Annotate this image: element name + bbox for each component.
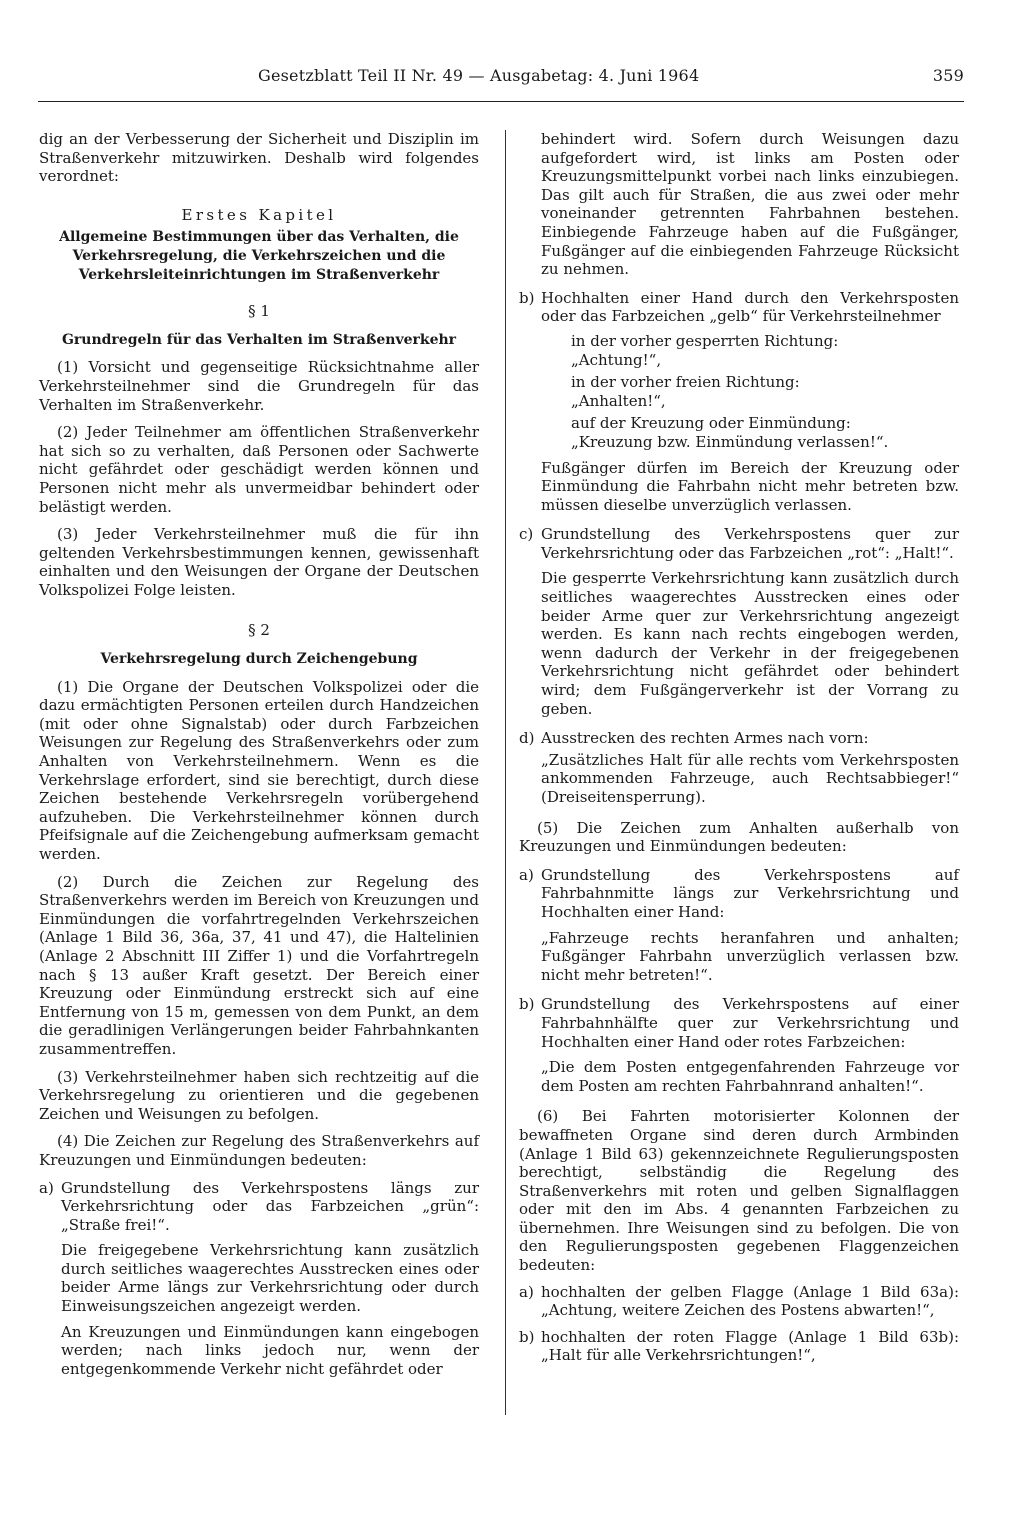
- page-header: [38, 66, 964, 92]
- list-item-text: Grundstellung des Verkehrspostens auf Fahrbahnmitte längs zur Verkehrsrichtung und Hochhalten einer Hand:: [541, 865, 959, 921]
- list-item-d-detail: „Zusätzliches Halt für alle rechts vom Verkehrsposten ankommenden Fahrzeuge, auch Rechtsabbieger!“ (Dreiseitensperrung).: [541, 750, 959, 806]
- continued-paragraph: behindert wird. Sofern durch Weisungen dazu aufgefordert wird, ist links am Posten oder Kreuzungsmittelpunkt vorbei nach links einzubiegen. Das gilt auch für Straßen, die aus zwei oder mehr voneinander getrennten Fahrbahnen bestehen. Einbiegende Fahrzeuge haben auf die Fußgänger, Fußgänger auf die einbiegenden Fahrzeuge Rücksicht zu nehmen.: [541, 130, 959, 279]
- intro-paragraph: dig an der Verbesserung der Sicherheit und Disziplin im Straßenverkehr mitzuwirken. Deshalb wird folgendes verordnet:: [39, 130, 479, 186]
- paragraph-5: (5) Die Zeichen zum Anhalten außerhalb von Kreuzungen und Einmündungen bedeuten:: [519, 818, 959, 856]
- list-item-text: Ausstrecken des rechten Armes nach vorn:: [541, 729, 869, 748]
- column-divider: [505, 130, 506, 1415]
- list-item-text: hochhalten der gelben Flagge (Anlage 1 Bild 63a): „Achtung, weitere Zeichen des Postens abwarten!“,: [541, 1282, 959, 1320]
- section-1-heading: Grundregeln für das Verhalten im Straßenverkehr: [61, 331, 457, 348]
- list-item-label: a): [39, 1178, 54, 1197]
- p5-list-item-b: [519, 995, 959, 1051]
- section-2-paragraph-3: (3) Verkehrsteilnehmer haben sich rechtzeitig auf die Verkehrsregelung zu orientieren und die gegebenen Zeichen und Weisungen zu befolgen.: [39, 1067, 479, 1123]
- list-item-label: b): [519, 288, 535, 307]
- list-item-label: a): [519, 1282, 534, 1301]
- p5-list-item-a: [519, 866, 959, 922]
- header-rule: [38, 101, 964, 102]
- p5-list-item-b-detail: „Die dem Posten entgegenfahrenden Fahrzeuge vor dem Posten am rechten Fahrbahnrand anhalten!“.: [541, 1058, 959, 1095]
- section-1-paragraph-1: (1) Vorsicht und gegenseitige Rücksichtnahme aller Verkehrsteilnehmer sind die Grundregeln für das Verhalten im Straßenverkehr.: [39, 358, 479, 414]
- section-2-paragraph-4: (4) Die Zeichen zur Regelung des Straßenverkehrs auf Kreuzungen und Einmündungen bedeuten:: [39, 1132, 479, 1169]
- list-item-c: [519, 525, 959, 562]
- list-item-label: d): [519, 729, 535, 748]
- section-2-sign: § 2: [248, 621, 270, 640]
- right-column: [519, 130, 959, 1365]
- list-item-b-detail: Fußgänger dürfen im Bereich der Kreuzung oder Einmündung die Fahrbahn nicht mehr betreten bzw. müssen dieselbe unverzüglich verlassen.: [541, 458, 959, 514]
- list-item-text: Grundstellung des Verkehrspostens längs zur Verkehrsrichtung oder das Farbzeichen „grün“: „Straße frei!“.: [61, 1178, 479, 1234]
- signal-meaning-line: in der vorher freien Richtung:: [571, 373, 800, 392]
- section-1-paragraph-3: (3) Jeder Verkehrsteilnehmer muß die für ihn geltenden Verkehrsbestimmungen kennen, gewissenhaft einhalten und den Weisungen der Organe der Deutschen Volkspolizei Folge leisten.: [39, 525, 479, 599]
- signal-meaning-line: in der vorher gesperrten Richtung:: [571, 331, 839, 350]
- p6-list-item-a: [519, 1283, 959, 1320]
- list-item-text: Hochhalten einer Hand durch den Verkehrsposten oder das Farbzeichen „gelb“ für Verkehrsteilnehmer: [541, 288, 959, 326]
- list-item-label: b): [519, 1327, 535, 1346]
- list-item-text: Grundstellung des Verkehrspostens quer zur Verkehrsrichtung oder das Farbzeichen „rot“: „Halt!“.: [541, 525, 959, 562]
- list-item-d: [519, 729, 959, 748]
- list-item-text: hochhalten der roten Flagge (Anlage 1 Bild 63b): „Halt für alle Verkehrsrichtungen!“,: [541, 1327, 959, 1365]
- p5-list-item-a-detail: „Fahrzeuge rechts heranfahren und anhalten; Fußgänger Fahrbahn unverzüglich verlassen bzw. nicht mehr betreten!“.: [541, 928, 959, 984]
- section-2-heading: Verkehrsregelung durch Zeichengebung: [100, 651, 418, 668]
- page-number: 359: [932, 66, 964, 85]
- header-title: Gesetzblatt Teil II Nr. 49 — Ausgabetag: 4. Juni 1964: [258, 66, 700, 85]
- section-2-paragraph-1: (1) Die Organe der Deutschen Volkspolizei oder die dazu ermächtigten Personen erteilen durch Handzeichen (mit oder ohne Signalstab) oder durch Farbzeichen Weisungen zur Regelung des Straßenverkehrs oder zum Anhalten von Verkehrsteilnehmern. Wenn es die Verkehrslage erfordert, sind sie berechtigt, durch diese Zeichen bestehende Verkehrsregeln vorübergehend aufzuheben. Die Verkehrsteilnehmer können durch Pfeifsignale auf die Zeichengebung aufmerksam gemacht werden.: [39, 677, 479, 863]
- chapter-title: Erstes Kapitel: [181, 205, 337, 224]
- signal-meaning-line: „Kreuzung bzw. Einmündung verlassen!“.: [571, 432, 889, 451]
- list-item-b: [519, 289, 959, 326]
- left-column: [39, 130, 479, 1378]
- list-item-c-detail: Die gesperrte Verkehrsrichtung kann zusätzlich durch seitliches waagerechtes Ausstrecken eines oder beider Arme quer zur Verkehrsrichtung angezeigt werden. Es kann nach rechts eingebogen werden, wenn dadurch der Verkehr in der freigegebenen Verkehrsrichtung nicht gefährdet oder behindert wird; dem Fußgängerverkehr ist der Vorrang zu geben.: [541, 569, 959, 718]
- section-1-paragraph-2: (2) Jeder Teilnehmer am öffentlichen Straßenverkehr hat sich so zu verhalten, daß Personen oder Sachwerte nicht gefährdet oder geschädigt werden können und Personen nicht mehr als unvermeidbar behindert oder belästigt werden.: [39, 423, 479, 516]
- list-item-label: c): [519, 525, 534, 544]
- p6-list-item-b: [519, 1328, 959, 1365]
- list-item-label: b): [519, 995, 535, 1014]
- section-1-sign: § 1: [248, 302, 270, 321]
- list-item-label: a): [519, 865, 534, 884]
- list-item-a: [39, 1179, 479, 1235]
- signal-meaning-line: auf der Kreuzung oder Einmündung:: [571, 414, 851, 433]
- chapter-heading: Allgemeine Bestimmungen über das Verhalten, die Verkehrsregelung, die Verkehrszeichen und die Verkehrsleiteinrichtungen im Straßenverkehr: [59, 229, 459, 283]
- signal-meaning-line: „Anhalten!“,: [571, 391, 666, 410]
- list-item-text: Grundstellung des Verkehrspostens auf einer Fahrbahnhälfte quer zur Verkehrsrichtung und Hochhalten einer Hand oder rotes Farbzeichen:: [541, 995, 959, 1051]
- paragraph-6: (6) Bei Fahrten motorisierter Kolonnen der bewaffneten Organe sind deren durch Armbinden (Anlage 1 Bild 63) gekennzeichnete Regulierungsposten berechtigt, selbständig die Regelung des Straßenverkehrs mit roten und gelben Signalflaggen oder mit den im Abs. 4 genannten Farbzeichen zu übernehmen. Ihre Weisungen sind zu befolgen. Die von den Regulierungsposten gegebenen Flaggenzeichen bedeuten:: [519, 1107, 959, 1275]
- section-2-paragraph-2: (2) Durch die Zeichen zur Regelung des Straßenverkehrs werden im Bereich von Kreuzungen und Einmündungen die vorfahrtregelnden Verkehrszeichen (Anlage 1 Bild 36, 36a, 37, 41 und 47), die Haltelinien (Anlage 2 Abschnitt III Ziffer 1) und die Vorfahrtregeln nach § 13 außer Kraft gesetzt. Der Bereich einer Kreuzung oder Einmündung erstreckt sich auf eine Entfernung von 15 m, gemessen von dem Punkt, an dem die geradlinigen Verlängerungen beider Fahrbahnkanten zusammentreffen.: [39, 872, 479, 1058]
- list-item-a-detail-1: Die freigegebene Verkehrsrichtung kann zusätzlich durch seitliches waagerechtes Ausstrecken eines oder beider Arme längs zur Verkehrsrichtung oder durch Einweisungszeichen angezeigt werden.: [61, 1241, 479, 1316]
- signal-meaning-line: „Achtung!“,: [571, 350, 662, 369]
- list-item-a-detail-2: An Kreuzungen und Einmündungen kann eingebogen werden; nach links jedoch nur, wenn der entgegenkommende Verkehr nicht gefährdet oder: [61, 1322, 479, 1378]
